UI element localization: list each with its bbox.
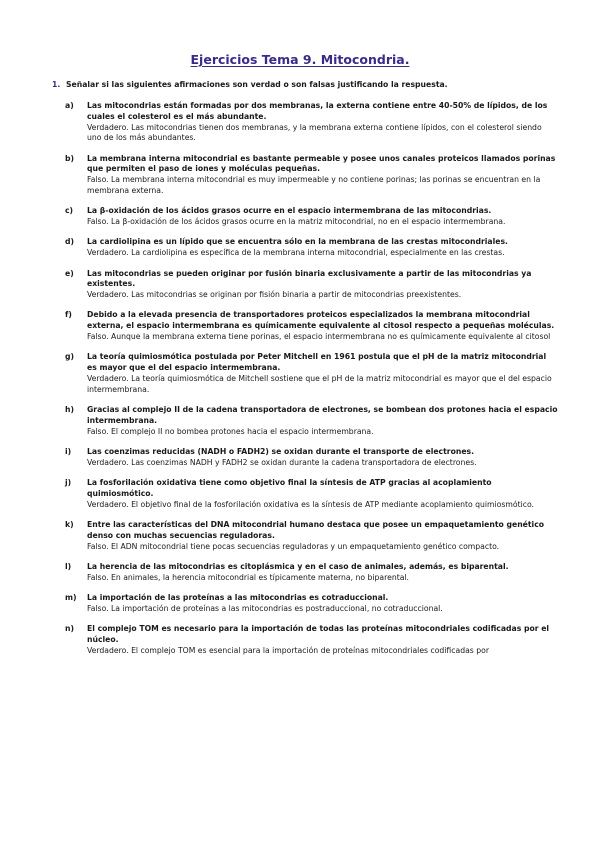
item-answer: Verdadero. Las mitocondrias tienen dos membranas, y la membrana externa contiene lípidos, con el colesterol siendo uno de los más abundantes. bbox=[87, 122, 542, 143]
item-letter: h) bbox=[65, 405, 74, 415]
item-statement: Entre las características del DNA mitocondrial humano destaca que posee un empaquetamiento genético denso con muchas secuencias reguladoras. bbox=[87, 519, 545, 540]
item-letter: b) bbox=[65, 153, 75, 163]
item-answer: Falso. El ADN mitocondrial tiene pocas secuencias reguladoras y un empaquetamiento genético compacto. bbox=[87, 541, 500, 551]
item-letter: j) bbox=[65, 478, 72, 488]
item-letter: m) bbox=[65, 592, 77, 602]
page-title: Ejercicios Tema 9. Mitocondria. bbox=[190, 52, 410, 67]
item-letter: i) bbox=[65, 446, 72, 456]
item-letter: a) bbox=[65, 101, 74, 110]
item-statement: Las mitocondrias están formadas por dos membranas, la externa contiene entre 40-50% de lípidos, de los cuales el colesterol es el más abundante. bbox=[87, 101, 548, 121]
list-item bbox=[62, 562, 558, 584]
list-item bbox=[62, 405, 558, 437]
list-item bbox=[62, 447, 558, 469]
item-letter: c) bbox=[65, 206, 74, 216]
item-answer: Falso. La importación de proteínas a las mitocondrias es postraduccional, no cotraduccional. bbox=[87, 603, 443, 613]
item-letter: k) bbox=[65, 519, 74, 529]
exercise-number: 1. bbox=[52, 80, 61, 89]
item-statement: La herencia de las mitocondrias es citoplásmica y en el caso de animales, además, es biparental. bbox=[87, 561, 509, 571]
item-answer: Falso. En animales, la herencia mitocondrial es típicamente materna, no biparental. bbox=[87, 572, 410, 582]
item-answer: Falso. La β-oxidación de los ácidos grasos ocurre en la matriz mitocondrial, no en el espacio intermembrana. bbox=[87, 217, 506, 227]
list-item bbox=[62, 269, 558, 301]
item-letter: n) bbox=[65, 623, 74, 633]
list-item bbox=[62, 593, 558, 615]
item-answer: Verdadero. La cardiolipina es específica de la membrana interna mitocondrial, especialmente en las crestas. bbox=[87, 248, 505, 258]
item-answer: Verdadero. La teoría quimiosmótica de Mitchell sostiene que el pH de la matriz mitocondrial es mayor que el del espacio intermembrana. bbox=[87, 373, 552, 394]
item-letter: f) bbox=[65, 310, 72, 320]
item-statement: La fosforilación oxidativa tiene como objetivo final la síntesis de ATP gracias al acoplamiento quimiosmótico. bbox=[87, 478, 492, 498]
item-letter: e) bbox=[65, 268, 74, 278]
item-letter: g) bbox=[65, 352, 75, 362]
item-answer: Falso. Aunque la membrana externa tiene porinas, el espacio intermembrana no es químicamente equivalente al citosol bbox=[87, 332, 551, 342]
list-item bbox=[62, 520, 558, 552]
list-item bbox=[62, 352, 558, 395]
item-statement: La membrana interna mitocondrial es bastante permeable y posee unos canales proteicos llamados porinas que permiten el paso de iones y moléculas pequeñas. bbox=[87, 153, 556, 174]
item-answer: Verdadero. El objetivo final de la fosforilación oxidativa es la síntesis de ATP mediante acoplamiento quimiosmótico. bbox=[87, 499, 534, 509]
item-statement: Debido a la elevada presencia de transportadores proteicos especializados la membrana mitocondrial externa, el espacio intermembrana es químicamente equivalente al citosol respecto a pequeñas moléculas. bbox=[87, 310, 555, 331]
list-item bbox=[62, 101, 558, 144]
item-statement: La β-oxidación de los ácidos grasos ocurre en el espacio intermembrana de las mitocondrias. bbox=[87, 206, 492, 216]
exercise-instruction bbox=[52, 80, 552, 89]
exercise-instruction-text: Señalar si las siguientes afirmaciones son verdad o son falsas justificando la respuesta. bbox=[65, 80, 448, 89]
list-item bbox=[62, 206, 558, 228]
item-statement: Las coenzimas reducidas (NADH o FADH2) se oxidan durante el transporte de electrones. bbox=[87, 446, 475, 456]
item-statement: La teoría quimiosmótica postulada por Peter Mitchell en 1961 postula que el pH de la matriz mitocondrial es mayor que el del espacio intermembrana. bbox=[87, 352, 547, 373]
item-letter: l) bbox=[65, 561, 72, 571]
item-answer: Verdadero. Las mitocondrias se originan por fisión binaria a partir de mitocondrias preexistentes. bbox=[87, 290, 462, 300]
list-item bbox=[62, 310, 558, 342]
item-answer: Verdadero. Las coenzimas NADH y FADH2 se oxidan durante la cadena transportadora de electrones. bbox=[87, 457, 477, 467]
item-statement: La importación de las proteínas a las mitocondrias es cotraduccional. bbox=[87, 592, 389, 602]
item-statement: La cardiolipina es un lípido que se encuentra sólo en la membrana de las crestas mitocondriales. bbox=[87, 237, 508, 247]
item-statement: Las mitocondrias se pueden originar por fusión binaria exclusivamente a partir de las mitocondrias ya existentes. bbox=[87, 268, 532, 289]
item-answer: Falso. La membrana interna mitocondrial es muy impermeable y no contiene porinas; las porinas se encuentran en la membrana externa. bbox=[87, 175, 541, 196]
list-item bbox=[62, 237, 558, 259]
list-item bbox=[62, 154, 558, 197]
item-answer: Falso. El complejo II no bombea protones hacia el espacio intermembrana. bbox=[87, 426, 374, 436]
statement-list bbox=[62, 101, 558, 666]
item-answer: Verdadero. El complejo TOM es esencial para la importación de proteínas mitocondriales codificadas por bbox=[87, 645, 490, 655]
item-statement: El complejo TOM es necesario para la importación de todas las proteínas mitocondriales codificadas por el núcleo. bbox=[87, 623, 550, 644]
list-item bbox=[62, 478, 558, 510]
list-item bbox=[62, 624, 558, 656]
item-statement: Gracias al complejo II de la cadena transportadora de electrones, se bombean dos protones hacia el espacio intermembrana. bbox=[87, 405, 558, 425]
item-letter: d) bbox=[65, 237, 75, 247]
